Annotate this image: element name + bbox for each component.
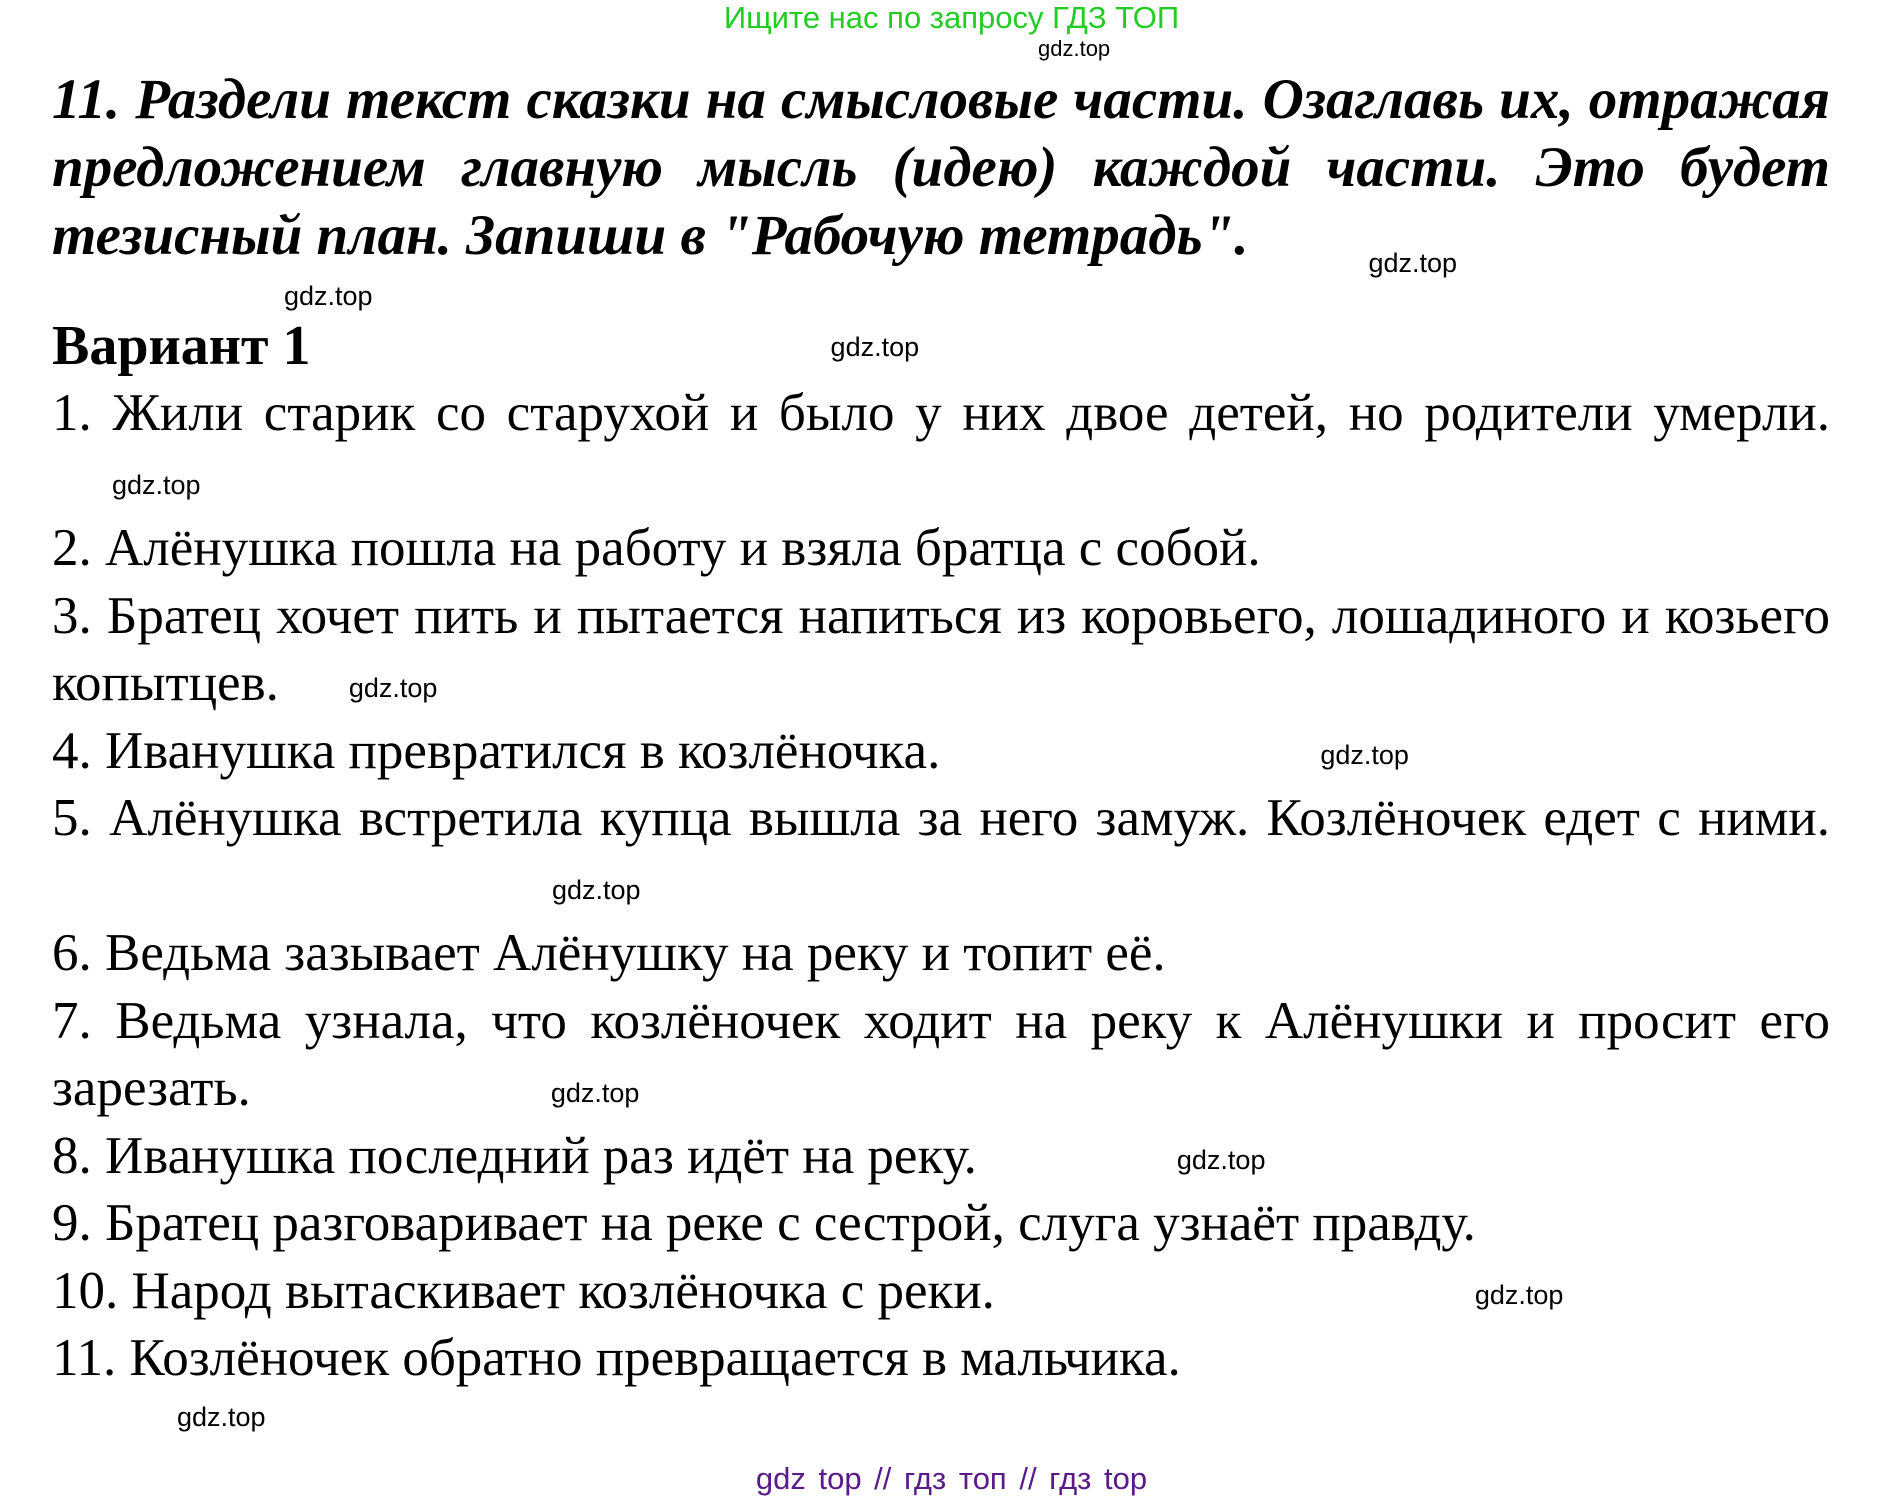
list-item: 6. Ведьма зазывает Алёнушку на реку и топит её. [52, 924, 1166, 982]
watermark: gdz.top [550, 1077, 640, 1108]
list-item-text: 4. Иванушка превратился в козлёночка. [52, 721, 941, 780]
watermark: gdz.top [1038, 36, 1111, 61]
list-item: 11. Козлёночек обратно превращается в мальчика. [52, 1329, 1181, 1387]
list-item [52, 380, 1830, 515]
footer-banner: gdz top // гдз топ // гдз top [755, 1460, 1148, 1496]
watermark: gdz.top [284, 281, 373, 311]
variant-heading: Вариант 1 [52, 315, 311, 377]
list-item-text: 3. Братец хочет пить и пытается напиться из коровьего, лошадиного и козьего копытцев. [52, 586, 1830, 712]
search-banner: Ищите нас по запросу ГДЗ ТОП [723, 0, 1180, 35]
list-item [52, 583, 1830, 718]
watermark: gdz.top [1368, 248, 1458, 278]
list-item [52, 988, 1830, 1123]
list-item-text: 7. Ведьма узнала, что козлёночек ходит на реку к Алёнушки и просит его зарезать. [52, 991, 1830, 1117]
task-title [52, 66, 1830, 278]
list-item-text: 5. Алёнушка встретила купца вышла за него замуж. Козлёночек едет с ними. [52, 789, 1830, 847]
task-title-text: 11. Раздели текст сказки на смысловые части. Озаглавь их, отражая предложением главную мысль (идею) каждой части. Это будет тезисный план. Запиши в "Рабочую тетрадь". [52, 68, 1830, 267]
list-item: 9. Братец разговаривает на реке с сестрой, слуга узнаёт правду. [52, 1194, 1476, 1252]
plan-list [52, 380, 1830, 1393]
list-item: 2. Алёнушка пошла на работу и взяла братца с собой. [52, 519, 1261, 577]
watermark: gdz.top [1320, 740, 1409, 771]
list-item-text: 10. Народ вытаскивает козлёночка с реки. [52, 1261, 995, 1320]
watermark: gdz.top [552, 875, 641, 906]
list-item-text: 1. Жили старик со старухой и было у них двое детей, но родители умерли. [52, 384, 1830, 442]
variant-heading-row [52, 312, 1830, 380]
list-item [52, 1123, 1830, 1191]
list-item [52, 718, 1830, 786]
watermark: gdz.top [348, 672, 438, 703]
list-item [52, 785, 1830, 920]
watermark: gdz.top [1176, 1145, 1266, 1176]
watermark: gdz.top [112, 470, 201, 501]
list-item-text: 8. Иванушка последний раз идёт на реку. [52, 1126, 977, 1185]
watermark: gdz.top [830, 332, 920, 362]
list-item [52, 1258, 1830, 1326]
watermark: gdz.top [177, 1401, 266, 1432]
watermark: gdz.top [1474, 1280, 1564, 1311]
